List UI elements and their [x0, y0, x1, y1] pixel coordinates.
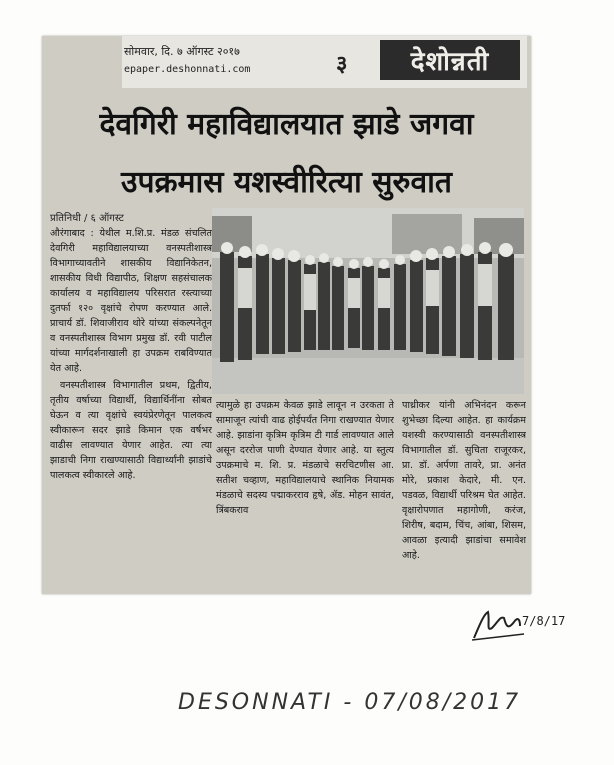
headline-line-2: उपक्रमास यशस्वीरित्या सुरुवात — [121, 165, 452, 200]
headline-line-1: देवगिरी महाविद्यालयात झाडे जगवा — [99, 107, 474, 142]
signature-date: 7/8/17 — [522, 614, 566, 628]
masthead — [122, 36, 527, 88]
article-paragraph: पाथ्रीकर यांनी अभिनंदन करून शुभेच्छा दिल्या आहेत. हा कार्यक्रम यशस्वी करण्यासाठी वनस्पतीशास्त्र विभागातील डॉ. सुचिता राजूरकर, प्रा. डॉ. अर्पणा तावरे, प्रा. अनंत मोरे, प्रकाश केदारे, मी. एन. पडवळ, विद्यार्थी परिश्रम घेत आहेत. वृक्षारोपणात महागोणी, करंज, शिरीष, बदाम, चिंच, आंबा, शिसम, आवळा इत्यादी झाडांचा समावेश आहे. — [402, 400, 526, 561]
article-column-right — [402, 398, 526, 588]
page-number: ३ — [336, 52, 348, 77]
article-column-middle — [216, 398, 394, 588]
article-paragraph: वनस्पतीशास्त्र विभागातील प्रथम, द्वितीय, तृतीय वर्षाच्या विद्यार्थी, विद्यार्थिनींना सोबत घेऊन व त्या वृक्षांचे स्वयंप्रेरणेतून पालकत्व स्वीकारून सदर झाडे किमान एक वर्षभर वाढीस लावण्यात येणार आहेत. त्या त्या झाडाची निगा राखण्यासाठी विद्यार्थ्यांनी झाडांचे पालकत्व स्वीकारले आहे. — [50, 380, 212, 481]
group-photo — [212, 208, 524, 394]
masthead-url: epaper.deshonnati.com — [124, 64, 251, 75]
masthead-date: सोमवार, दि. ७ ऑगस्ट २०१७ — [124, 45, 240, 58]
newspaper-logo: देशोन्नती — [380, 40, 520, 80]
article-paragraph: औरंगाबाद : येथील म.शि.प्र. मंडळ संचलित देवगिरी महाविद्यालयाच्या वनस्पतीशास्त्र विभागाच्यावतीने शासकीय विद्यानिकेतन, शासकीय विधी विद्यापीठ, शिक्षण सहसंचालक कार्यालय व महाविद्यालय परिसरात रस्त्याच्या दुतर्फा १२० वृक्षांचे रोपण करण्यात आले. प्राचार्य डॉ. शिवाजीराव थोरे यांच्या संकल्पनेतून व वनस्पतीशास्त्र विभाग प्रमुख डॉ. रवी पाटील यांच्या मार्गदर्शनाखाली हा उपक्रम राबविण्यात येत आहे. — [50, 228, 212, 374]
byline: प्रतिनिधी / ६ ऑगस्ट — [50, 213, 124, 224]
article-paragraph: त्यामुळे हा उपक्रम केवळ झाडे लावून न उरकता ते सामाजून त्यांची वाढ होईपर्यंत निगा राखण्यात येणार आहे. झाडांना कृत्रिम कृत्रिम टी गार्ड लावण्यात आले असून दररोज पाणी देण्यात येणार आहे. या स्तुत्य उपक्रमाचे म. शि. प्र. मंडळाचे सरचिटणीस आ. सतीश चव्हाण, महाविद्यालयाचे स्थानिक नियामक मंडळाचे सदस्य पद्माकरराव हृषे, ॲड. मोहन सावंत, त्रिंबकराव — [216, 400, 394, 516]
newspaper-clipping — [42, 36, 531, 594]
article-column-left — [50, 226, 212, 588]
handwritten-source-note: DESONNATI - 07/08/2017 — [178, 690, 522, 715]
group-photo-image — [212, 208, 524, 394]
